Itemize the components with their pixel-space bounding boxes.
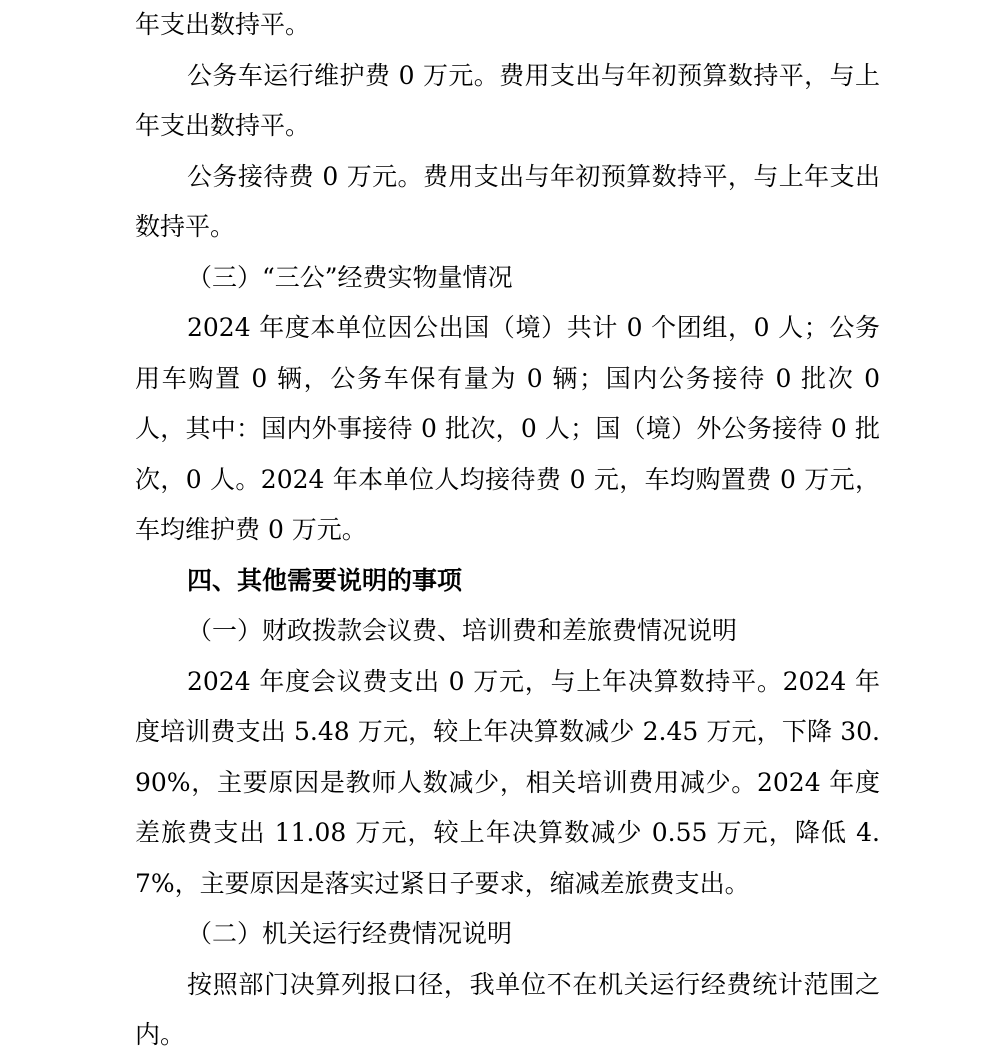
paragraph-physical-quantity: 2024 年度本单位因公出国（境）共计 0 个团组，0 人；公务用车购置 0 辆，公务车保有量为 0 辆；国内公务接待 0 批次 0 人，其中：国内外事接待 0 批次，0 人；国（境）外公务接待 0 批次，0 人。2024 年本单位人均接待费 0 元，车均购置费 0 万元，车均维护费 0 万元。 — [135, 313, 880, 544]
section-heading-other-matters: 四、其他需要说明的事项 — [187, 565, 463, 595]
paragraph-vehicle-maintenance: 公务车运行维护费 0 万元。费用支出与年初预算数持平，与上年支出数持平。 — [135, 60, 880, 140]
subheading-meeting-training-travel: （一）财政拨款会议费、培训费和差旅费情况说明 — [187, 616, 738, 645]
paragraph-operating-expenses: 按照部门决算列报口径，我单位不在机关运行经费统计范围之内。 — [135, 969, 880, 1049]
subheading-physical-quantity: （三）“三公”经费实物量情况 — [187, 262, 513, 292]
paragraph-meeting-training-travel: 2024 年度会议费支出 0 万元，与上年决算数持平。2024 年度培训费支出 5.48 万元，较上年决算数减少 2.45 万元，下降 30.90%，主要原因是教师人数减少，相关培训费用减少。2024 年度差旅费支出 11.08 万元，较上年决算数减少 0.55 万元，降低 4.7%，主要原因是落实过紧日子要求，缩减差旅费支出。 — [135, 666, 880, 898]
document-page — [135, 0, 880, 1061]
paragraph-reception: 公务接待费 0 万元。费用支出与年初预算数持平，与上年支出数持平。 — [135, 161, 880, 241]
paragraph-continuation: 年支出数持平。 — [135, 10, 311, 39]
subheading-operating-expenses: （二）机关运行经费情况说明 — [187, 919, 513, 948]
